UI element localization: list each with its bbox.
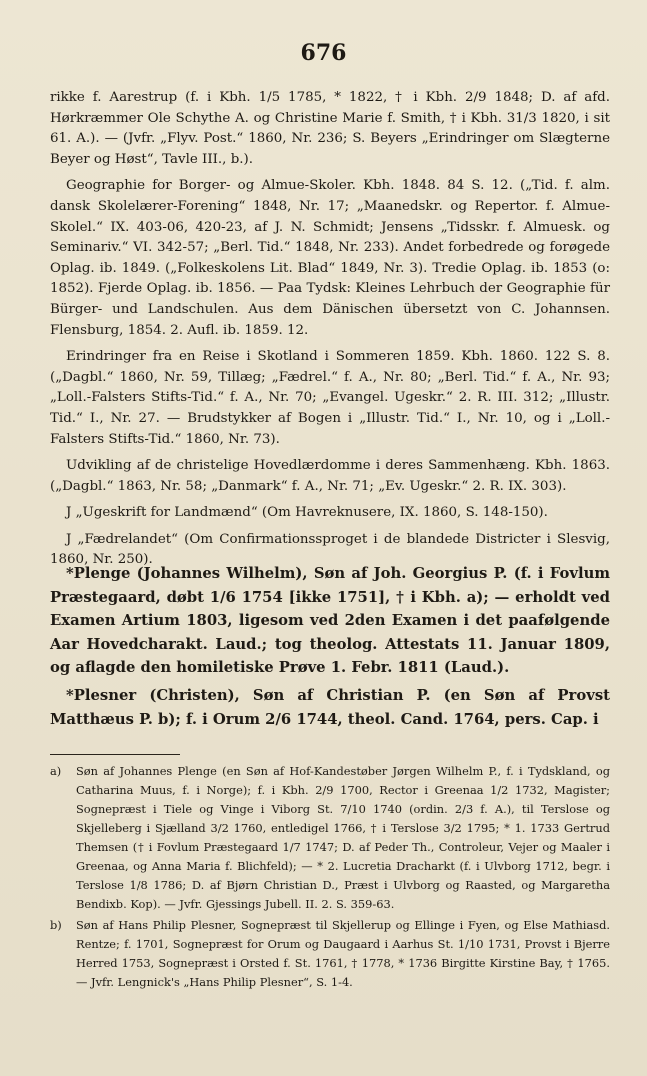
main-text xyxy=(50,88,610,577)
footnotes xyxy=(50,762,610,994)
entry-plesner-text: *Plesner (Christen), Søn af Christian P. (en Søn af Provst Matthæus P. b); f. i Orum 2/6 1744, theol. Cand. 1764, pers. Cap. i xyxy=(50,687,610,728)
entry-plesner xyxy=(50,684,610,731)
footnote-a xyxy=(50,762,610,914)
footnote-b xyxy=(50,916,610,992)
paragraph-geographie: Geographie for Borger- og Almue-Skoler. Kbh. 1848. 84 S. 12. („Tid. f. alm. dansk Skolelærer-Forening“ 1848, Nr. 17; „Maanedskr. og Repertor. f. Almue-Skolel.“ IX. 403-06, 420-23, af J. N. Schmidt; Jensens „Tidsskr. f. Almuesk. og Seminariv.“ VI. 342-57; „Berl. Tid.“ 1848, Nr. 233). Andet forbedrede og forøgede Oplag. ib. 1849. („Folkeskolens Lit. Blad“ 1849, Nr. 3). Tredie Oplag. ib. 1853 (o: 1852). Fjerde Oplag. ib. 1856. — Paa Tydsk: Kleines Lehrbuch der Geographie für Bürger- und Landschulen. Aus dem Dänischen übersetzt von C. Johannsen. Flensburg, 1854. 2. Aufl. ib. 1859. 12. xyxy=(50,178,610,338)
footnote-b-text: Søn af Hans Philip Plesner, Sognepræst til Skjellerup og Ellinge i Fyen, og Else Mathiasd. Rentze; f. 1701, Sognepræst for Orum og Daugaard i Aarhus St. 1/10 1731, Provst i Bjerre Herred 1753, Sognepræst i Orsted f. St. 1761, † 1778, * 1736 Birgitte Kirstine Bay, † 1765. — Jvfr. Lengnick's „Hans Philip Plesner“, S. 1-4. xyxy=(76,918,610,989)
paragraph-continuation: rikke f. Aarestrup (f. i Kbh. 1/5 1785, * 1822, † i Kbh. 2/9 1848; D. af afd. Hørkræmmer Ole Schythe A. og Christine Marie f. Smith, † i Kbh. 31/3 1820, i sit 61. A.). — (Jvfr. „Flyv. Post.“ 1860, Nr. 236; S. Beyers „Erindringer om Slægterne Beyer og Høst“, Tavle III., b.). xyxy=(50,90,610,167)
entry-plenge xyxy=(50,562,610,680)
footnote-rule xyxy=(50,754,180,755)
footnote-b-label: b) xyxy=(50,918,62,932)
footnote-a-label: a) xyxy=(50,764,62,778)
paragraph-faedrelandet: J „Fædrelandet“ (Om Confirmationssproget i de blandede Districter i Slesvig, 1860, Nr. 250). xyxy=(50,531,610,568)
paragraph-erindringer: Erindringer fra en Reise i Skotland i Sommeren 1859. Kbh. 1860. 122 S. 8. („Dagbl.“ 1860, Nr. 59, Tillæg; „Fædrel.“ f. A., Nr. 80; „Berl. Tid.“ f. A., Nr. 93; „Loll.-Falsters Stifts-Tid.“ f. A., Nr. 70; „Evangel. Ugeskr.“ 2. R. III. 312; „Illustr. Tid.“ I., Nr. 27. — Brudstykker af Bogen i „Illustr. Tid.“ I., Nr. 10, og i „Loll.-Falsters Stifts-Tid.“ 1860, Nr. 73). xyxy=(50,349,610,447)
paragraph-udvikling: Udvikling af de christelige Hovedlærdomme i deres Sammenhæng. Kbh. 1863. („Dagbl.“ 1863, Nr. 58; „Danmark“ f. A., Nr. 71; „Ev. Ugeskr.“ 2. R. IX. 303). xyxy=(50,458,610,494)
footnote-a-text: Søn af Johannes Plenge (en Søn af Hof-Kandestøber Jørgen Wilhelm P., f. i Tydskland, og Catharina Muus, f. i Norge); f. i Kbh. 2/9 1700, Rector i Greenaa 1/2 1732, Magister; Sognepræst i Tiele og Vinge i Viborg St. 7/10 1740 (ordin. 2/3 f. A.), til Terslose og Skjelleberg i Sjælland 3/2 1760, entledigel 1766, † i Terslose 3/2 1795; * 1. 1733 Gertrud Themsen († i Fovlum Præstegaard 1/7 1747; D. af Peder Th., Controleur, Vejer og Maaler i Greenaa, og Anna Maria f. Blichfeld); — * 2. Lucretia Dracharkt (f. i Ulvborg 1712, begr. i Terslose 1/8 1786; D. af Bjørn Christian D., Præst i Ulvborg og Raasted, og Margaretha Bendixb. Kop). — Jvfr. Gjessings Jubell. II. 2. S. 359-63. xyxy=(76,764,610,911)
entry-plenge-text: *Plenge (Johannes Wilhelm), Søn af Joh. Georgius P. (f. i Fovlum Præstegaard, døbt 1/6 1754 [ikke 1751], † i Kbh. a); — erholdt ved Examen Artium 1803, ligesom ved 2den Examen i det paafølgende Aar Hovedcharakt. Laud.; tog theolog. Attestats 11. Januar 1809, og aflagde den homiletiske Prøve 1. Febr. 1811 (Laud.). xyxy=(50,565,610,676)
paragraph-ugeskrift: J „Ugeskrift for Landmænd“ (Om Havreknusere, IX. 1860, S. 148-150). xyxy=(66,505,548,521)
page-number: 676 xyxy=(300,40,347,66)
